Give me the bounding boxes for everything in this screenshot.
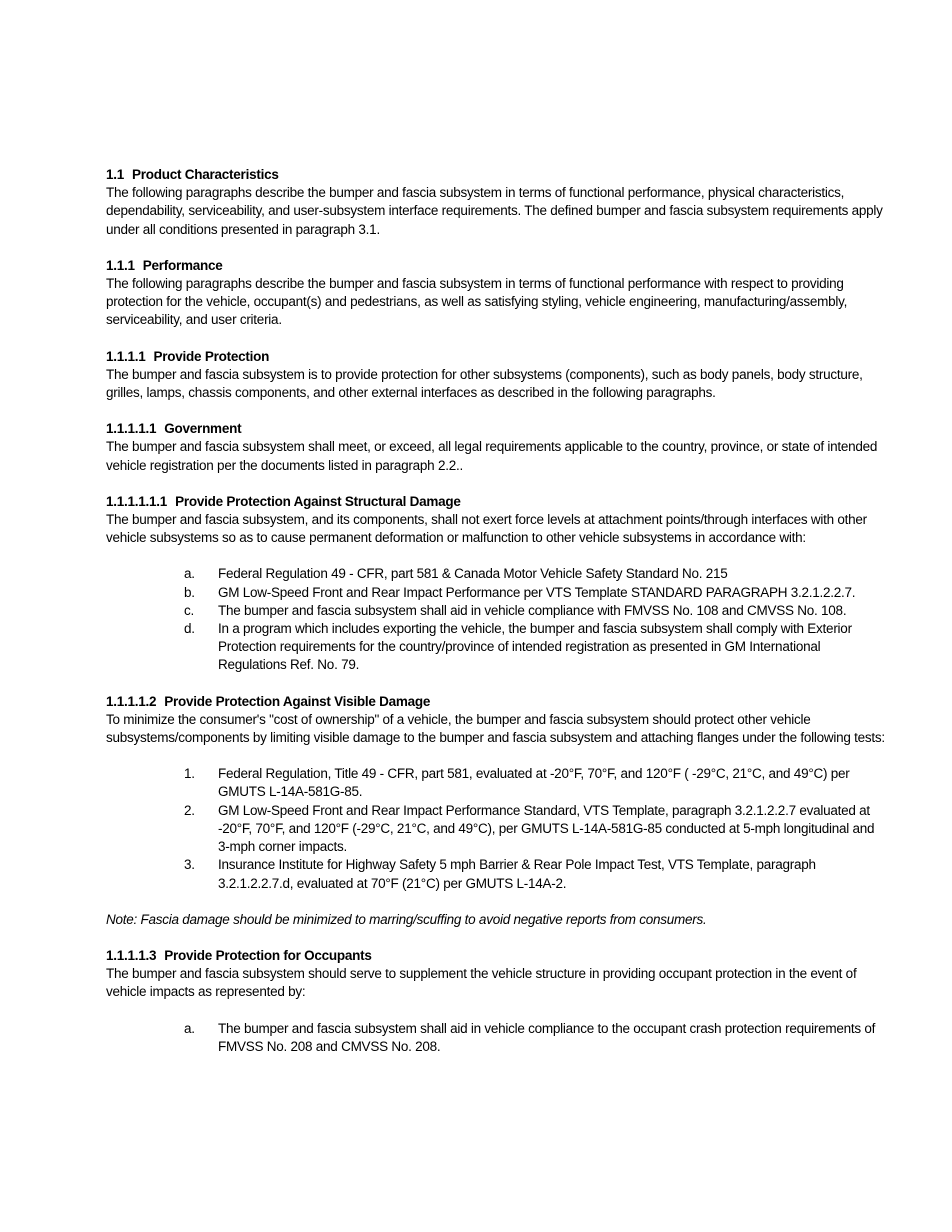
list-item-text: Federal Regulation 49 - CFR, part 581 & Canada Motor Vehicle Safety Standard No. 215 bbox=[218, 566, 728, 582]
section-heading bbox=[106, 493, 892, 511]
section-number: 1.1.1 bbox=[106, 257, 135, 273]
section-occupants bbox=[106, 947, 892, 1056]
note-text: Note: Fascia damage should be minimized to marring/scuffing to avoid negative reports from consumers. bbox=[106, 911, 707, 927]
list-marker: d. bbox=[184, 621, 195, 637]
list-marker: b. bbox=[184, 584, 195, 600]
section-body: The bumper and fascia subsystem is to provide protection for other subsystems (components), such as body panels, body structure, grilles, lamps, chassis components, and other external interfaces as described in the following paragraphs. bbox=[106, 366, 863, 401]
list-item-text: Federal Regulation, Title 49 - CFR, part 581, evaluated at -20°F, 70°F, and 120°F ( -29°C, 21°C, and 49°C) per GMUTS L-14A-581G-85. bbox=[218, 766, 850, 800]
note-section bbox=[106, 911, 892, 929]
list-marker: 1. bbox=[184, 766, 195, 782]
list-marker: a. bbox=[184, 566, 195, 582]
section-product-characteristics bbox=[106, 166, 892, 239]
section-number: 1.1.1.1.2 bbox=[106, 693, 157, 709]
section-title: Product Characteristics bbox=[132, 167, 279, 182]
list-item-text: The bumper and fascia subsystem shall aid in vehicle compliance with FMVSS No. 108 and CMVSS No. 108. bbox=[218, 602, 847, 618]
section-government bbox=[106, 420, 892, 475]
visible-damage-list bbox=[106, 765, 892, 892]
section-number: 1.1.1.1.1.1 bbox=[106, 493, 168, 509]
section-title: Provide Protection bbox=[153, 348, 270, 364]
section-title: Government bbox=[164, 421, 242, 437]
list-marker: 3. bbox=[184, 857, 195, 873]
section-body: To minimize the consumer's "cost of ownership" of a vehicle, the bumper and fascia subsystem should protect other vehicle subsystems/components by limiting visible damage to the bumper and fascia subsystem and attaching flanges under the following tests: bbox=[106, 711, 885, 746]
section-body: The bumper and fascia subsystem should serve to supplement the vehicle structure in providing occupant protection in the event of vehicle impacts as represented by: bbox=[106, 966, 857, 1000]
list-item-text: GM Low-Speed Front and Rear Impact Performance Standard, VTS Template, paragraph 3.2.1.2.2.7 evaluated at -20°F, 70°F, and 120°F (-29°C, 21°C, and 49°C), per GMUTS L-14A-581G-85 conducted at 5-mph longitudinal and 3-mph corner impacts. bbox=[218, 802, 875, 855]
section-visible-damage bbox=[106, 693, 892, 893]
list-item-text: In a program which includes exporting the vehicle, the bumper and fascia subsystem shall comply with Exterior Protection requirements for the country/province of intended registration as presented in GM International Regulations Ref. No. 79. bbox=[218, 621, 852, 673]
structural-damage-list bbox=[106, 565, 892, 674]
section-heading bbox=[106, 348, 892, 366]
list-item bbox=[106, 765, 892, 801]
list-item bbox=[106, 602, 892, 620]
section-heading bbox=[106, 166, 892, 184]
occupants-list bbox=[106, 1020, 892, 1056]
section-title: Provide Protection Against Visible Damage bbox=[164, 693, 431, 709]
list-item bbox=[106, 1020, 892, 1056]
list-marker: c. bbox=[184, 602, 195, 618]
section-heading bbox=[106, 947, 892, 965]
section-performance bbox=[106, 257, 892, 330]
section-provide-protection bbox=[106, 348, 892, 403]
section-title: Provide Protection for Occupants bbox=[164, 947, 372, 963]
list-marker: 2. bbox=[184, 802, 195, 818]
section-heading bbox=[106, 420, 892, 438]
section-body: The following paragraphs describe the bumper and fascia subsystem in terms of functional performance with respect to providing protection for the vehicle, occupant(s) and pedestrians, as well as satisfying styling, vehicle engineering, manufacturing/assembly, serviceability, and user criteria. bbox=[106, 276, 848, 328]
section-structural-damage bbox=[106, 493, 892, 675]
list-item bbox=[106, 802, 892, 857]
list-item bbox=[106, 584, 892, 602]
list-item-text: GM Low-Speed Front and Rear Impact Performance per VTS Template STANDARD PARAGRAPH 3.2.1.2.2.7. bbox=[218, 584, 856, 600]
section-heading bbox=[106, 693, 892, 711]
section-heading bbox=[106, 257, 892, 275]
section-number: 1.1.1.1.3 bbox=[106, 947, 157, 963]
section-body: The following paragraphs describe the bumper and fascia subsystem in terms of functional performance, physical characteristics, dependability, serviceability, and user-subsystem interface requirements. The defined bumper and fascia subsystem requirements apply under all conditions presented in paragraph 3.1. bbox=[106, 185, 883, 237]
section-title: Provide Protection Against Structural Damage bbox=[175, 493, 461, 509]
list-item-text: The bumper and fascia subsystem shall aid in vehicle compliance to the occupant crash protection requirements of FMVSS No. 208 and CMVSS No. 208. bbox=[218, 1020, 876, 1054]
list-item bbox=[106, 565, 892, 583]
list-item bbox=[106, 856, 892, 892]
list-marker: a. bbox=[184, 1020, 195, 1036]
section-number: 1.1.1.1 bbox=[106, 348, 146, 364]
section-number: 1.1.1.1.1 bbox=[106, 421, 157, 437]
section-body: The bumper and fascia subsystem, and its components, shall not exert force levels at attachment points/through interfaces with other vehicle subsystems so as to cause permanent deformation or malfunction to other vehicle subsystems in accordance with: bbox=[106, 512, 867, 546]
section-body: The bumper and fascia subsystem shall meet, or exceed, all legal requirements applicable to the country, province, or state of intended vehicle registration per the documents listed in paragraph 2.2.. bbox=[106, 439, 878, 473]
section-number: 1.1 bbox=[106, 167, 125, 182]
list-item bbox=[106, 620, 892, 675]
section-title: Performance bbox=[142, 257, 223, 273]
list-item-text: Insurance Institute for Highway Safety 5 mph Barrier & Rear Pole Impact Test, VTS Template, paragraph 3.2.1.2.2.7.d, evaluated at 70°F (21°C) per GMUTS L-14A-2. bbox=[218, 857, 816, 891]
